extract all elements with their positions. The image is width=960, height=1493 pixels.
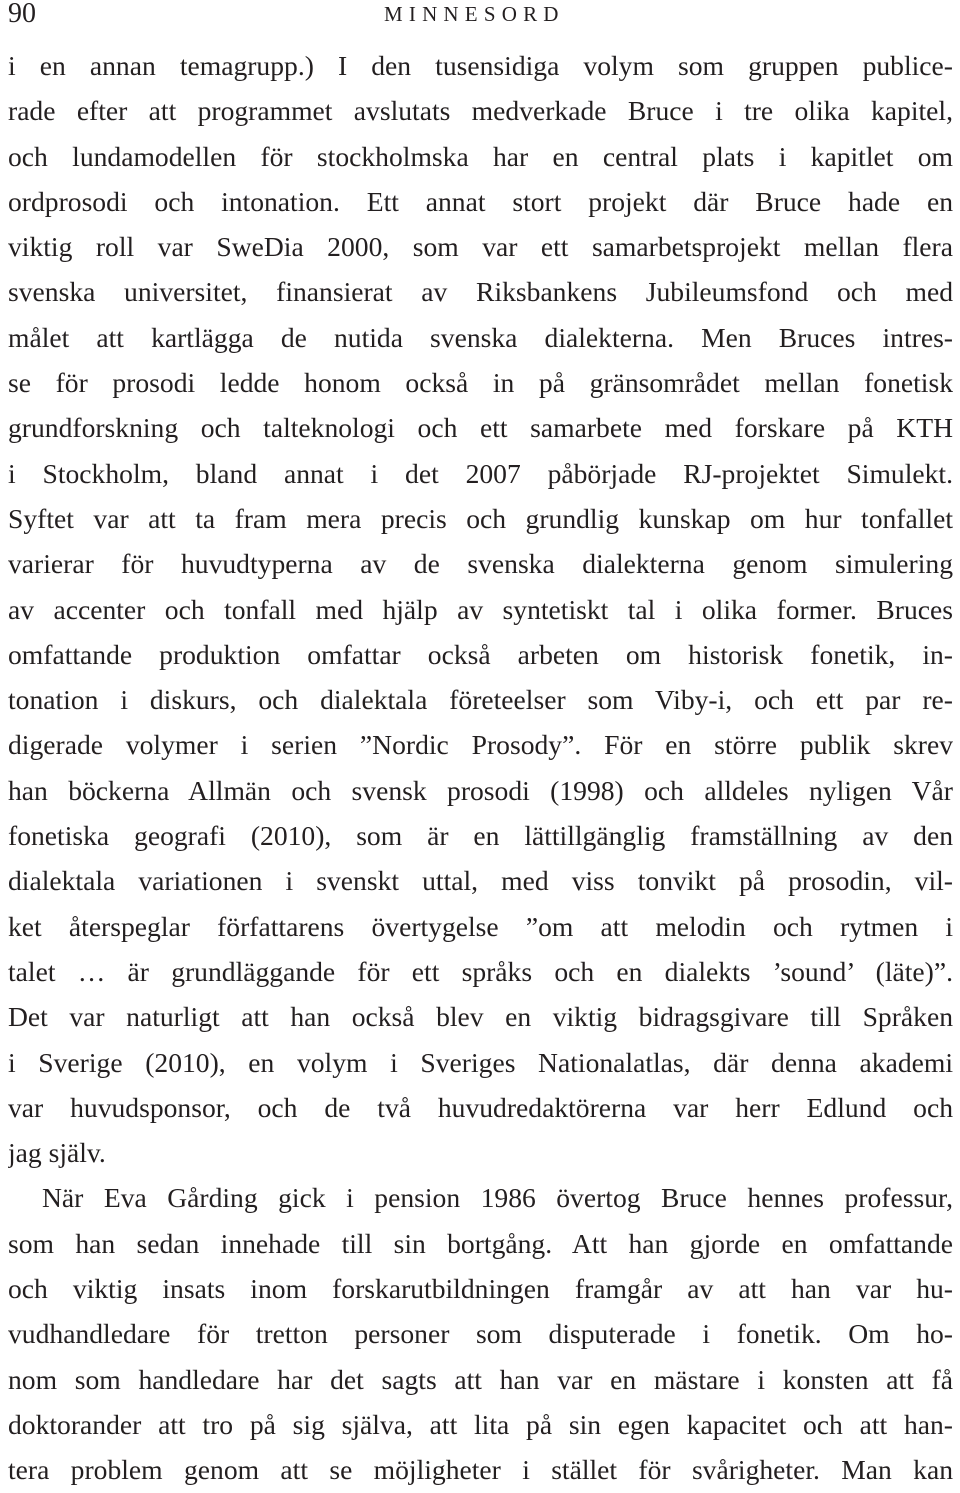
text-line: fonetiska geografi (2010), som är en lättillgänglig framställning av den [8,820,953,852]
running-head [8,0,953,34]
text-line: grundforskning och talteknologi och ett samarbete med forskare på KTH [8,412,953,444]
text-line: ordprosodi och intonation. Ett annat stort projekt där Bruce hade en [8,185,953,217]
text-line: se för prosodi ledde honom också in på gränsområdet mellan fonetisk [8,367,953,399]
text-line: av accenter och tonfall med hjälp av syntetiskt tal i olika former. Bruces [8,593,953,625]
text-line: i Sverige (2010), en volym i Sveriges Nationalatlas, där denna akademi [8,1046,953,1078]
text-line: vudhandledare för tretton personer som disputerade i fonetik. Om ho- [8,1318,953,1350]
text-line: dialektala variationen i svenskt uttal, med viss tonvikt på prosodin, vil- [8,865,953,897]
text-line: viktig roll var SweDia 2000, som var ett samarbetsprojekt mellan flera [8,231,953,263]
text-line: nom som handledare har det sagts att han var en mästare i konsten att få [8,1363,953,1395]
text-line: och lundamodellen för stockholmska har en central plats i kapitlet om [8,140,953,172]
text-line: jag själv. [8,1137,106,1169]
text-line: var huvudsponsor, och de två huvudredaktörerna var herr Edlund och [8,1091,953,1123]
text-line: Det var naturligt att han också blev en viktig bidragsgivare till Språken [8,1001,953,1033]
text-line: ket återspeglar författarens övertygelse ”om att melodin och rytmen i [8,910,953,942]
text-line: digerade volymer i serien ”Nordic Prosody”. För en större publik skrev [8,729,953,761]
text-line: Syftet var att ta fram mera precis och grundlig kunskap om hur tonfallet [8,502,953,534]
text-line: målet att kartlägga de nutida svenska dialekterna. Men Bruces intres- [8,321,953,353]
text-line: han böckerna Allmän och svensk prosodi (1998) och alldeles nyligen Vår [8,774,953,806]
text-line: tera problem genom att se möjligheter i stället för svårigheter. Man kan [8,1454,953,1486]
text-line: tonation i diskurs, och dialektala företeelser som Viby-i, och ett par re- [8,684,953,716]
text-line: talet … är grundläggande för ett språks och en dialekts ’sound’ (läte)”. [8,955,953,987]
body-text [8,43,953,1493]
text-line: varierar för huvudtyperna av de svenska dialekterna genom simulering [8,548,953,580]
text-line: doktorander att tro på sig själva, att lita på sin egen kapacitet och att han- [8,1408,953,1440]
text-line: som han sedan innehade till sin bortgång. Att han gjorde en omfattande [8,1227,953,1259]
text-line: omfattande produktion omfattar också arbeten om historisk fonetik, in- [8,638,953,670]
text-line: i en annan temagrupp.) I den tusensidiga volym som gruppen publice- [8,50,953,81]
text-line: och viktig insats inom forskarutbildningen framgår av att han var hu- [8,1273,953,1305]
running-title: MINNESORD [384,2,565,26]
text-line: rade efter att programmet avslutats medverkade Bruce i tre olika kapitel, [8,95,953,127]
paragraph-first-line: När Eva Gårding gick i pension 1986 övertog Bruce hennes professur, [42,1182,953,1214]
page-number: 90 [8,0,36,29]
text-line: svenska universitet, finansierat av Riksbankens Jubileumsfond och med [8,276,953,308]
text-line: i Stockholm, bland annat i det 2007 påbörjade RJ-projektet Simulekt. [8,457,953,489]
